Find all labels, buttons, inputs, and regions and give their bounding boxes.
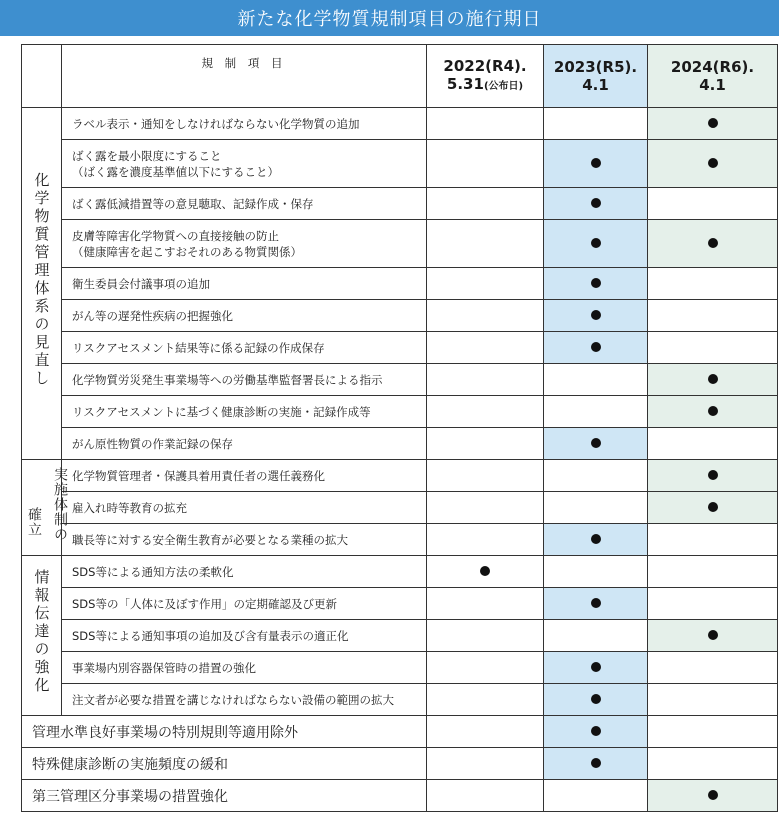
row-item-label: 皮膚等障害化学物質への直接接触の防止 — [72, 228, 279, 243]
row-item — [62, 684, 427, 716]
row-item — [62, 108, 427, 140]
schedule-table-wrapper — [21, 44, 779, 812]
date-cell-d1 — [427, 108, 544, 140]
table-row — [22, 620, 778, 652]
category-c2-label — [22, 467, 72, 542]
header-date-2022-note: (公布日) — [483, 80, 524, 92]
row-item — [62, 556, 427, 588]
date-cell-d3 — [648, 460, 778, 492]
row-item — [62, 364, 427, 396]
header-date-2023-line1: 2023(R5). — [553, 58, 638, 76]
row-item-label: 第三管理区分事業場の措置強化 — [32, 788, 228, 805]
date-cell-d2 — [544, 300, 648, 332]
table-row — [22, 716, 778, 748]
date-cell-d1 — [427, 332, 544, 364]
bullet-icon — [708, 630, 718, 640]
date-cell-d1 — [427, 748, 544, 780]
date-cell-d2 — [544, 492, 648, 524]
date-cell-d3 — [648, 652, 778, 684]
bullet-icon — [591, 694, 601, 704]
date-cell-d2 — [544, 220, 648, 268]
date-cell-d1 — [427, 140, 544, 188]
table-row — [22, 684, 778, 716]
date-cell-d1 — [427, 620, 544, 652]
date-cell-d1 — [427, 268, 544, 300]
bullet-icon — [591, 158, 601, 168]
row-item-label: SDS等による通知事項の追加及び含有量表示の適正化 — [72, 628, 349, 643]
schedule-body — [22, 108, 778, 812]
date-cell-d1 — [427, 556, 544, 588]
header-date-2024-line2: 4.1 — [699, 76, 726, 94]
row-item — [62, 588, 427, 620]
date-cell-d2 — [544, 588, 648, 620]
table-row — [22, 460, 778, 492]
table-row — [22, 588, 778, 620]
row-item-label: 事業場内別容器保管時の措置の強化 — [72, 660, 256, 675]
date-cell-d3 — [648, 268, 778, 300]
table-row — [22, 268, 778, 300]
row-item-label: ばく露を最小限度にすること — [72, 148, 222, 163]
date-cell-d1 — [427, 716, 544, 748]
row-item — [62, 428, 427, 460]
header-date-2022-line2: 5.31 — [446, 74, 484, 93]
row-item-label: がん等の遅発性疾病の把握強化 — [72, 308, 233, 323]
table-row — [22, 108, 778, 140]
table-row — [22, 332, 778, 364]
row-item — [62, 140, 427, 188]
table-row — [22, 300, 778, 332]
row-item — [62, 220, 427, 268]
row-item — [62, 460, 427, 492]
date-cell-d2 — [544, 460, 648, 492]
date-cell-d1 — [427, 780, 544, 812]
date-cell-d2 — [544, 396, 648, 428]
category-c2-label-left: 確立 — [26, 507, 42, 537]
row-item-label: 化学物質管理者・保護具着用責任者の選任義務化 — [72, 468, 325, 483]
date-cell-d1 — [427, 684, 544, 716]
table-row — [22, 428, 778, 460]
bullet-icon — [708, 374, 718, 384]
row-item-label: SDS等による通知方法の柔軟化 — [72, 564, 234, 579]
date-cell-d3 — [648, 364, 778, 396]
date-cell-d1 — [427, 428, 544, 460]
table-row — [22, 140, 778, 188]
date-cell-d3 — [648, 300, 778, 332]
header-date-2024-line1: 2024(R6). — [670, 58, 755, 76]
table-row — [22, 188, 778, 220]
bullet-icon — [591, 278, 601, 288]
date-cell-d2 — [544, 684, 648, 716]
bullet-icon — [708, 790, 718, 800]
schedule-table — [21, 44, 778, 812]
row-item — [62, 300, 427, 332]
date-cell-d1 — [427, 364, 544, 396]
date-cell-d2 — [544, 188, 648, 220]
row-item — [62, 652, 427, 684]
category-c1-label: 化学物質管理体系の見直し — [32, 172, 51, 388]
bullet-icon — [591, 238, 601, 248]
date-cell-d1 — [427, 188, 544, 220]
bullet-icon — [708, 158, 718, 168]
date-cell-d3 — [648, 140, 778, 188]
header-date-2023-line2: 4.1 — [582, 76, 609, 94]
bullet-icon — [591, 342, 601, 352]
date-cell-d2 — [544, 716, 648, 748]
date-cell-d2 — [544, 108, 648, 140]
header-item: 規 制 項 目 — [62, 45, 427, 108]
date-cell-d1 — [427, 396, 544, 428]
header-corner — [22, 45, 62, 108]
category-c3 — [22, 556, 62, 716]
date-cell-d2 — [544, 748, 648, 780]
bullet-icon — [708, 502, 718, 512]
date-cell-d2 — [544, 268, 648, 300]
row-item-label: 雇入れ時等教育の拡充 — [72, 500, 187, 515]
date-cell-d1 — [427, 524, 544, 556]
row-item-label: SDS等の「人体に及ぼす作用」の定期確認及び更新 — [72, 596, 337, 611]
row-item — [22, 748, 427, 780]
date-cell-d3 — [648, 588, 778, 620]
date-cell-d1 — [427, 588, 544, 620]
date-cell-d1 — [427, 652, 544, 684]
row-item — [62, 524, 427, 556]
row-item-label: 特殊健康診断の実施頻度の緩和 — [32, 756, 228, 773]
row-item-label: ラベル表示・通知をしなければならない化学物質の追加 — [72, 116, 360, 131]
date-cell-d3 — [648, 556, 778, 588]
row-item — [62, 188, 427, 220]
date-cell-d1 — [427, 492, 544, 524]
row-item-label: 衛生委員会付議事項の追加 — [72, 276, 210, 291]
bullet-icon — [480, 566, 490, 576]
row-item-label: リスクアセスメント結果等に係る記録の作成保存 — [72, 340, 325, 355]
date-cell-d2 — [544, 428, 648, 460]
date-cell-d3 — [648, 428, 778, 460]
table-row — [22, 652, 778, 684]
date-cell-d2 — [544, 780, 648, 812]
page-title: 新たな化学物質規制項目の施行期日 — [0, 0, 779, 36]
date-cell-d3 — [648, 220, 778, 268]
bullet-icon — [591, 310, 601, 320]
row-item-label: 職長等に対する安全衛生教育が必要となる業種の拡大 — [72, 532, 348, 547]
date-cell-d3 — [648, 108, 778, 140]
date-cell-d3 — [648, 188, 778, 220]
header-date-2023 — [544, 45, 648, 108]
date-cell-d3 — [648, 620, 778, 652]
table-row — [22, 524, 778, 556]
date-cell-d3 — [648, 396, 778, 428]
table-row — [22, 780, 778, 812]
header-date-2022-line2-wrap — [427, 75, 543, 96]
row-item-label: がん原性物質の作業記録の保存 — [72, 436, 233, 451]
date-cell-d2 — [544, 364, 648, 396]
date-cell-d2 — [544, 620, 648, 652]
date-cell-d3 — [648, 716, 778, 748]
date-cell-d1 — [427, 220, 544, 268]
row-item — [62, 396, 427, 428]
bullet-icon — [708, 118, 718, 128]
row-item-label: 管理水準良好事業場の特別規則等適用除外 — [32, 724, 298, 741]
bullet-icon — [591, 198, 601, 208]
row-item — [62, 620, 427, 652]
category-c2-label-right: 実施体制の — [52, 466, 68, 542]
row-item-sub-label: （健康障害を起こすおそれのある物質関係） — [72, 244, 302, 259]
category-c2 — [22, 460, 68, 556]
table-row — [22, 220, 778, 268]
bullet-icon — [591, 534, 601, 544]
date-cell-d3 — [648, 524, 778, 556]
row-item — [62, 492, 427, 524]
row-item-label: ばく露低減措置等の意見聴取、記録作成・保存 — [72, 196, 314, 211]
table-row — [22, 396, 778, 428]
row-item — [22, 780, 427, 812]
bullet-icon — [591, 662, 601, 672]
table-row — [22, 556, 778, 588]
row-item — [22, 716, 427, 748]
date-cell-d3 — [648, 332, 778, 364]
date-cell-d3 — [648, 684, 778, 716]
date-cell-d1 — [427, 300, 544, 332]
row-item — [62, 268, 427, 300]
date-cell-d2 — [544, 140, 648, 188]
row-item-label: 化学物質労災発生事業場等への労働基準監督署長による指示 — [72, 372, 383, 387]
row-item — [62, 332, 427, 364]
bullet-icon — [708, 406, 718, 416]
row-item-label: リスクアセスメントに基づく健康診断の実施・記録作成等 — [72, 404, 371, 419]
category-c1 — [22, 108, 62, 460]
category-c3-label: 情報伝達の強化 — [32, 569, 51, 695]
header-date-2024 — [648, 45, 778, 108]
header-row — [22, 45, 778, 108]
date-cell-d3 — [648, 492, 778, 524]
date-cell-d2 — [544, 556, 648, 588]
header-date-2022 — [427, 45, 544, 108]
date-cell-d3 — [648, 748, 778, 780]
bullet-icon — [708, 470, 718, 480]
date-cell-d3 — [648, 780, 778, 812]
bullet-icon — [591, 758, 601, 768]
date-cell-d2 — [544, 332, 648, 364]
header-date-2022-line1: 2022(R4). — [443, 56, 527, 75]
bullet-icon — [591, 598, 601, 608]
table-row — [22, 492, 778, 524]
row-item-sub-label: （ばく露を濃度基準値以下にすること） — [72, 164, 279, 179]
date-cell-d2 — [544, 652, 648, 684]
date-cell-d1 — [427, 460, 544, 492]
row-item-label: 注文者が必要な措置を講じなければならない設備の範囲の拡大 — [72, 692, 394, 707]
bullet-icon — [591, 726, 601, 736]
date-cell-d2 — [544, 524, 648, 556]
bullet-icon — [708, 238, 718, 248]
table-row — [22, 364, 778, 396]
table-row — [22, 748, 778, 780]
bullet-icon — [591, 438, 601, 448]
